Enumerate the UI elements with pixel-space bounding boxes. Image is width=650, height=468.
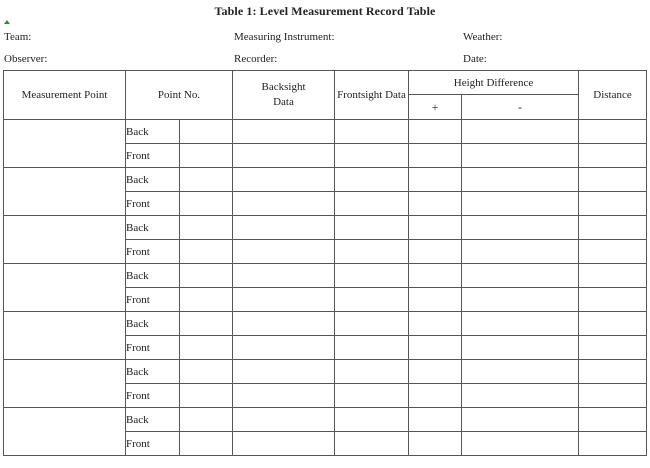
table-row [4, 312, 647, 336]
distance-cell[interactable] [579, 120, 647, 144]
height-minus-cell[interactable] [462, 312, 579, 336]
front-label: Front [126, 240, 180, 264]
frontsight-cell[interactable] [335, 360, 409, 384]
front-label: Front [126, 432, 180, 456]
height-minus-cell[interactable] [462, 432, 579, 456]
observer-label: Observer: [4, 53, 48, 65]
backsight-cell[interactable] [233, 384, 335, 408]
record-body [4, 120, 647, 456]
instrument-label: Measuring Instrument: [234, 31, 335, 43]
height-plus-cell[interactable] [409, 408, 462, 432]
point-no-cell[interactable] [180, 432, 233, 456]
point-no-cell[interactable] [180, 408, 233, 432]
back-label: Back [126, 264, 180, 288]
backsight-cell[interactable] [233, 240, 335, 264]
measurement-point-cell[interactable] [4, 168, 126, 216]
frontsight-cell[interactable] [335, 240, 409, 264]
distance-cell[interactable] [579, 408, 647, 432]
frontsight-cell[interactable] [335, 432, 409, 456]
backsight-cell[interactable] [233, 216, 335, 240]
height-minus-cell[interactable] [462, 144, 579, 168]
backsight-cell[interactable] [233, 408, 335, 432]
header-backsight-line1: Backsight [261, 81, 306, 93]
back-label: Back [126, 168, 180, 192]
backsight-cell[interactable] [233, 312, 335, 336]
table-row [4, 120, 647, 144]
height-plus-cell[interactable] [409, 288, 462, 312]
table-row [4, 264, 647, 288]
distance-cell[interactable] [579, 360, 647, 384]
point-no-cell[interactable] [180, 288, 233, 312]
header-frontsight: Frontsight Data [335, 71, 409, 120]
height-minus-cell[interactable] [462, 288, 579, 312]
height-minus-cell[interactable] [462, 336, 579, 360]
front-label: Front [126, 192, 180, 216]
point-no-cell[interactable] [180, 168, 233, 192]
frontsight-cell[interactable] [335, 216, 409, 240]
table-row [4, 216, 647, 240]
point-no-cell[interactable] [180, 312, 233, 336]
measurement-point-cell[interactable] [4, 408, 126, 456]
backsight-cell[interactable] [233, 360, 335, 384]
frontsight-cell[interactable] [335, 120, 409, 144]
table-row [4, 168, 647, 192]
header-distance: Distance [579, 71, 647, 120]
point-no-cell[interactable] [180, 360, 233, 384]
header-plus: + [409, 95, 462, 120]
back-label: Back [126, 216, 180, 240]
distance-cell[interactable] [579, 336, 647, 360]
height-minus-cell[interactable] [462, 360, 579, 384]
measurement-point-cell[interactable] [4, 264, 126, 312]
header-minus: - [462, 95, 579, 120]
height-plus-cell[interactable] [409, 312, 462, 336]
header-height-difference: Height Difference [409, 71, 579, 95]
backsight-cell[interactable] [233, 336, 335, 360]
back-label: Back [126, 120, 180, 144]
frontsight-cell[interactable] [335, 144, 409, 168]
point-no-cell[interactable] [180, 216, 233, 240]
frontsight-cell[interactable] [335, 336, 409, 360]
point-no-cell[interactable] [180, 336, 233, 360]
point-no-cell[interactable] [180, 384, 233, 408]
front-label: Front [126, 144, 180, 168]
measurement-point-cell[interactable] [4, 360, 126, 408]
height-minus-cell[interactable] [462, 264, 579, 288]
distance-cell[interactable] [579, 144, 647, 168]
frontsight-cell[interactable] [335, 264, 409, 288]
front-label: Front [126, 384, 180, 408]
distance-cell[interactable] [579, 264, 647, 288]
frontsight-cell[interactable] [335, 288, 409, 312]
front-label: Front [126, 336, 180, 360]
distance-cell[interactable] [579, 192, 647, 216]
height-minus-cell[interactable] [462, 168, 579, 192]
header-measurement-point: Measurement Point [4, 71, 126, 120]
measurement-point-cell[interactable] [4, 216, 126, 264]
distance-cell[interactable] [579, 216, 647, 240]
point-no-cell[interactable] [180, 240, 233, 264]
height-plus-cell[interactable] [409, 120, 462, 144]
point-no-cell[interactable] [180, 192, 233, 216]
height-plus-cell[interactable] [409, 168, 462, 192]
frontsight-cell[interactable] [335, 312, 409, 336]
frontsight-cell[interactable] [335, 384, 409, 408]
front-label: Front [126, 288, 180, 312]
height-plus-cell[interactable] [409, 216, 462, 240]
team-label: Team: [4, 31, 32, 43]
height-minus-cell[interactable] [462, 408, 579, 432]
table-row [4, 408, 647, 432]
weather-label: Weather: [463, 31, 503, 43]
backsight-cell[interactable] [233, 288, 335, 312]
distance-cell[interactable] [579, 384, 647, 408]
backsight-cell[interactable] [233, 168, 335, 192]
distance-cell[interactable] [579, 432, 647, 456]
height-minus-cell[interactable] [462, 384, 579, 408]
height-plus-cell[interactable] [409, 192, 462, 216]
height-plus-cell[interactable] [409, 240, 462, 264]
header-point-no: Point No. [126, 71, 233, 120]
table-title: Table 1: Level Measurement Record Table [214, 4, 436, 18]
height-minus-cell[interactable] [462, 216, 579, 240]
backsight-cell[interactable] [233, 192, 335, 216]
point-no-cell[interactable] [180, 264, 233, 288]
frontsight-cell[interactable] [335, 408, 409, 432]
backsight-cell[interactable] [233, 120, 335, 144]
height-plus-cell[interactable] [409, 264, 462, 288]
frontsight-cell[interactable] [335, 168, 409, 192]
back-label: Back [126, 360, 180, 384]
backsight-cell[interactable] [233, 432, 335, 456]
green-marker-icon [4, 20, 10, 24]
height-minus-cell[interactable] [462, 240, 579, 264]
point-no-cell[interactable] [180, 120, 233, 144]
recorder-label: Recorder: [234, 53, 278, 65]
height-minus-cell[interactable] [462, 192, 579, 216]
height-plus-cell[interactable] [409, 336, 462, 360]
backsight-cell[interactable] [233, 264, 335, 288]
height-plus-cell[interactable] [409, 432, 462, 456]
distance-cell[interactable] [579, 240, 647, 264]
table-row [4, 360, 647, 384]
height-plus-cell[interactable] [409, 360, 462, 384]
backsight-cell[interactable] [233, 144, 335, 168]
measurement-point-cell[interactable] [4, 312, 126, 360]
back-label: Back [126, 408, 180, 432]
frontsight-cell[interactable] [335, 192, 409, 216]
date-label: Date: [463, 53, 487, 65]
header-backsight-line2: Data [273, 96, 294, 108]
distance-cell[interactable] [579, 312, 647, 336]
height-plus-cell[interactable] [409, 144, 462, 168]
height-minus-cell[interactable] [462, 120, 579, 144]
height-plus-cell[interactable] [409, 384, 462, 408]
back-label: Back [126, 312, 180, 336]
distance-cell[interactable] [579, 288, 647, 312]
header-backsight [233, 71, 335, 120]
level-record-table [3, 70, 647, 456]
measurement-point-cell[interactable] [4, 120, 126, 168]
point-no-cell[interactable] [180, 144, 233, 168]
distance-cell[interactable] [579, 168, 647, 192]
